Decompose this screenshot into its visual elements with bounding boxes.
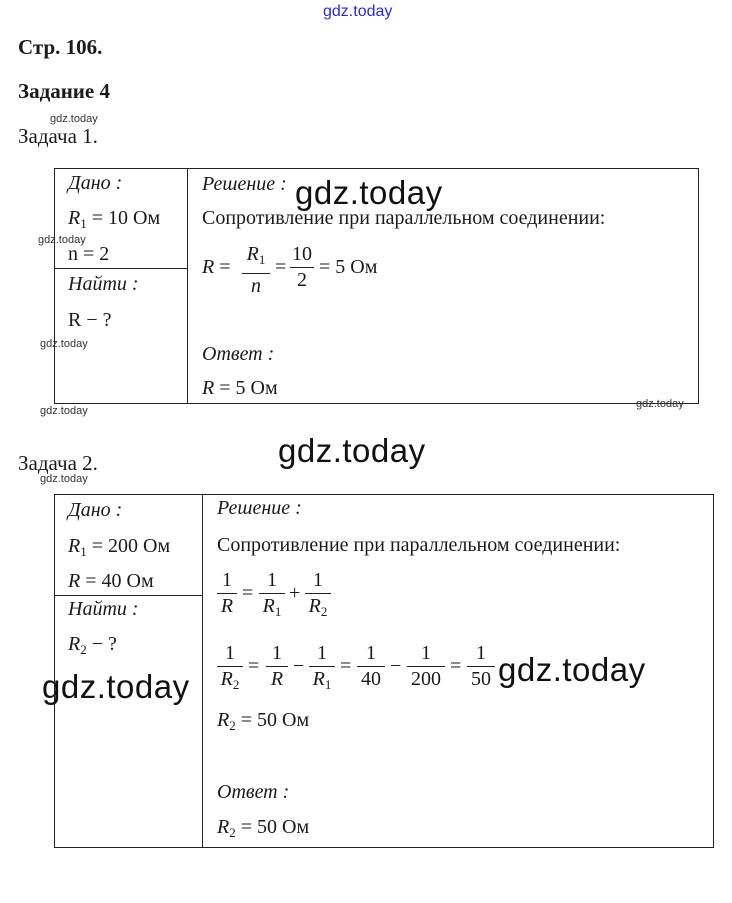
problem1-formula-lhs: R = [202, 256, 231, 278]
problem1-given-n: n = 2 [68, 243, 110, 265]
problem1-answer: R = 5 Ом [202, 377, 278, 399]
problem2-find-value: $R_2$ − ? [68, 633, 117, 657]
problem1-given-separator [54, 268, 187, 269]
problem2-solution-label: Решение : [217, 497, 302, 519]
formula-frac-1-over-r: 1 R [217, 569, 237, 617]
formula-frac-1-over-r1: 1 $R_1$ [309, 642, 335, 696]
formula-eq-sign: = [248, 655, 260, 677]
watermark-large: gdz.today [295, 174, 443, 211]
formula-frac-1-over-r1: 1 $R_1$ [259, 569, 285, 623]
problem2-given-r: R = 40 Ом [68, 570, 154, 592]
formula-minus-sign: − [390, 655, 402, 677]
assignment-title: Задание 4 [18, 79, 110, 103]
formula-frac-1-over-40: 1 40 [357, 642, 385, 690]
watermark-small: gdz.today [40, 405, 88, 417]
formula-eq-sign: = [242, 582, 254, 604]
problem2-given-r1: $R_1 = 200$ Ом [68, 535, 171, 559]
formula-plus-sign: + [289, 582, 301, 604]
watermark-small: gdz.today [40, 338, 88, 350]
watermark-small: gdz.today [636, 398, 684, 410]
problem1-eq-sign: = [275, 256, 287, 278]
watermark-small: gdz.today [40, 473, 88, 485]
problem1-formula-result: = 5 Ом [319, 256, 378, 278]
problem2-answer-label: Ответ : [217, 781, 290, 803]
problem2-given-label: Дано : [68, 499, 123, 521]
watermark-large: gdz.today [278, 432, 426, 469]
problem2-solution-text: Сопротивление при параллельном соединении: [217, 534, 621, 556]
formula-frac-1-over-50: 1 50 [467, 642, 495, 690]
watermark-small: gdz.today [50, 113, 98, 125]
problem1-divider [187, 168, 188, 404]
formula-frac-1-over-200: 1 200 [407, 642, 445, 690]
watermark-large: gdz.today [42, 668, 190, 705]
formula-eq-sign: = [340, 655, 352, 677]
problem1-solution-text: Сопротивление при параллельном соединении: [202, 207, 606, 229]
formula-eq-sign: = [450, 655, 462, 677]
problem2-title: Задача 2. [18, 451, 98, 475]
problem2-given-separator [54, 595, 202, 596]
problem1-solution-label: Решение : [202, 173, 287, 195]
watermark-top: gdz.today [323, 3, 393, 20]
formula-minus-sign: − [293, 655, 305, 677]
page-title: Стр. 106. [18, 35, 103, 59]
formula-frac-1-over-r: 1 R [266, 642, 288, 690]
problem1-given-r1: $R_1 = 10$ Ом [68, 207, 161, 231]
formula-frac-1-over-r2: 1 $R_2$ [305, 569, 331, 623]
problem2-answer: $R_2 = 50$ Ом [217, 816, 310, 840]
problem1-fraction-10-2: 10 2 [292, 243, 312, 291]
watermark-small: gdz.today [38, 234, 86, 246]
problem2-find-label: Найти : [68, 598, 139, 620]
problem2-divider [202, 494, 203, 848]
problem1-answer-label: Ответ : [202, 343, 275, 365]
problem1-find-label: Найти : [68, 273, 139, 295]
problem1-find-value: R − ? [68, 309, 112, 331]
problem1-given-label: Дано : [68, 172, 123, 194]
formula-frac-1-over-r2: 1 $R_2$ [217, 642, 243, 696]
watermark-large: gdz.today [498, 651, 646, 688]
problem1-title: Задача 1. [18, 124, 98, 148]
problem2-result: $R_2 = 50$ Ом [217, 709, 310, 733]
problem1-fraction-r1-n: $R_1$ n [242, 243, 270, 297]
